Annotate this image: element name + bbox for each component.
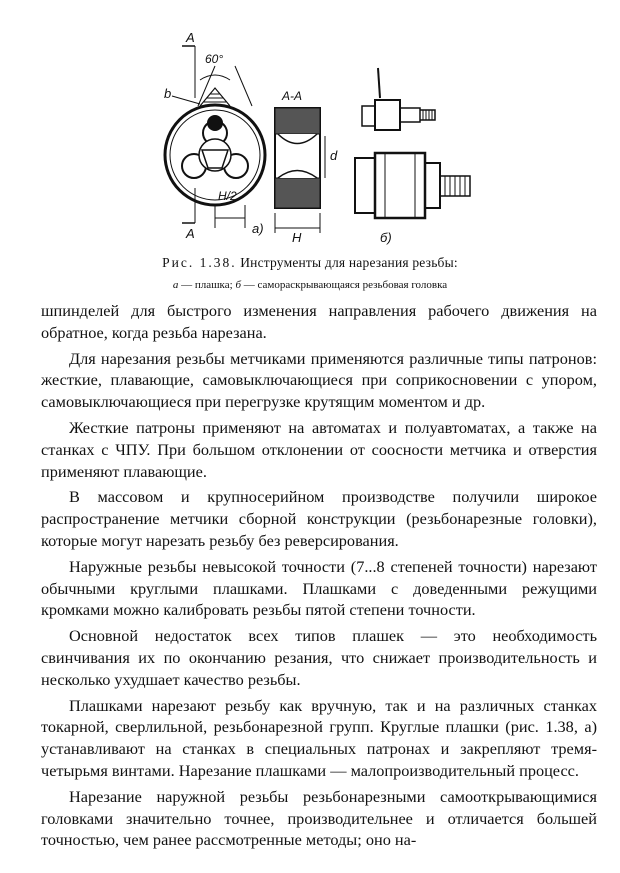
label-d: d [330,148,338,163]
label-b: b [164,86,172,101]
subcaption-a-letter: а [172,279,179,291]
label-b2: б) [380,230,392,245]
die-front-view [165,46,265,228]
label-angle: 60° [205,52,224,66]
paragraph: Основной недостаток всех типов плашек — это необходимость свинчивания их по окончанию резания, что снижает производительность и несколько ухудшает качество резьбы. [41,626,597,689]
paragraph: Наружные резьбы невысокой точности (7...8 степеней точности) нарезают обычными круглыми плашками. Плашками с доведенными режущими кромками можно калибровать резьбы пятой степени точности. [41,556,597,620]
figure-thread-tools [150,18,480,248]
figure-subcaption [0,279,620,291]
label-h: H [292,230,302,245]
paragraph: Жесткие патроны применяют на автоматах и полуавтоматах, а также на станках с ЧПУ. При большом отклонении от соосности метчика и отверстия применяют плавающие. [41,417,597,481]
caption-text: Инструменты для нарезания резьбы: [240,255,458,270]
body-text [41,300,597,855]
paragraph: шпинделей для быстрого изменения направления рабочего движения на обратное, когда резьба нарезана. [41,301,597,342]
label-section-aa: A-A [282,89,303,103]
figure-caption [0,255,620,271]
subcaption-b-letter: б [235,279,241,291]
die-section-view [275,108,325,233]
label-section-a-top: A [186,30,195,45]
subcaption-a-text: — плашка; [178,279,236,291]
paragraph: Нарезание наружной резьбы резьбонарезными самооткрывающимися головками значительно точнее, производительнее и отличается большей точностью, чем ранее рассмотренные методы; оно на- [41,786,597,850]
thread-head-view [355,68,470,218]
label-a: а) [252,221,264,236]
caption-figure-label: Рис. 1.38. [162,255,237,270]
figure-drawing [150,18,480,248]
paragraph: Плашками нарезают резьбу как вручную, так и на различных станках токарной, сверлильной, резьбонарезной групп. Круглые плашки (рис. 1.38, а) устанавливают на станках в специальных патронах и закрепляют тремя-четырьмя винтами. Нарезание плашками — малопроизводительный процесс. [41,695,597,780]
paragraph: Для нарезания резьбы метчиками применяются различные типы патронов: жесткие, плавающие, самовыключающиеся при соприкосновении с упором, самовыключающиеся при перегрузке крутящим моментом и др. [41,348,597,412]
label-h-half: H/2 [218,189,237,203]
subcaption-b-text: — самораскрывающаяся резьбовая головка [240,279,448,291]
label-section-a-bottom: A [186,226,195,241]
paragraph: В массовом и крупносерийном производстве получили широкое распространение метчики сборной конструкции (резьбонарезные головки), которые могут нарезать резьбу без реверсирования. [41,487,597,550]
